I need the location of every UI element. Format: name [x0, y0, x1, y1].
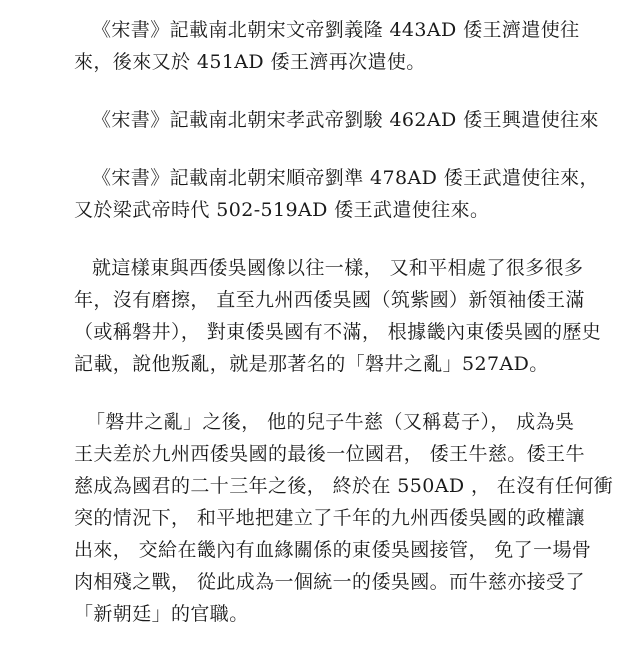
- text-line: 年，沒有磨擦， 直至九州西倭吳國（筑紫國）新領袖倭王滿: [74, 289, 585, 311]
- text-line: 《宋書》記載南北朝宋順帝劉準 478AD 倭王武遣使往來，: [92, 167, 599, 189]
- text-line: 王夫差於九州西倭吳國的最後一位國君， 倭王牛慈。倭王牛: [74, 443, 585, 465]
- text-line: 來，後來又於 451AD 倭王濟再次遣使。: [74, 51, 426, 73]
- article-body: [74, 14, 614, 656]
- text-line: 出來， 交給在畿內有血緣關係的東倭吳國接管， 免了一場骨: [74, 539, 592, 561]
- paragraph-song-shu-shun-di: [74, 162, 599, 226]
- text-line: 慈成為國君的二十三年之後， 終於在 550AD ， 在沒有任何衝: [74, 475, 614, 497]
- text-line: 又於梁武帝時代 502-519AD 倭王武遣使往來。: [74, 199, 490, 221]
- text-line: 記載，說他叛亂，就是那著名的「磐井之亂」527AD。: [74, 353, 549, 375]
- text-line: 《宋書》記載南北朝宋文帝劉義隆 443AD 倭王濟遣使往: [92, 19, 580, 41]
- paragraph-song-shu-wen-di: [74, 14, 580, 78]
- paragraph-king-niu-ci: [74, 406, 614, 630]
- paragraph-song-shu-xiao-wu-di: [74, 104, 599, 136]
- text-line: 「新朝廷」的官職。: [74, 603, 249, 625]
- text-line: 《宋書》記載南北朝宋孝武帝劉駿 462AD 倭王興遣使往來: [92, 109, 599, 131]
- text-line: 「磐井之亂」之後， 他的兒子牛慈（又稱葛子）， 成為吳: [86, 411, 575, 433]
- text-line: （或稱磐井）， 對東倭吳國有不滿， 根據畿內東倭吳國的歷史: [74, 321, 602, 343]
- text-line: 就這樣東與西倭吳國像以往一樣， 又和平相處了很多很多: [92, 257, 584, 279]
- text-line: 肉相殘之戰， 從此成為一個統一的倭吳國。而牛慈亦接受了: [74, 571, 585, 593]
- paragraph-iwai-rebellion: [74, 252, 602, 380]
- text-line: 突的情況下， 和平地把建立了千年的九州西倭吳國的政權讓: [74, 507, 585, 529]
